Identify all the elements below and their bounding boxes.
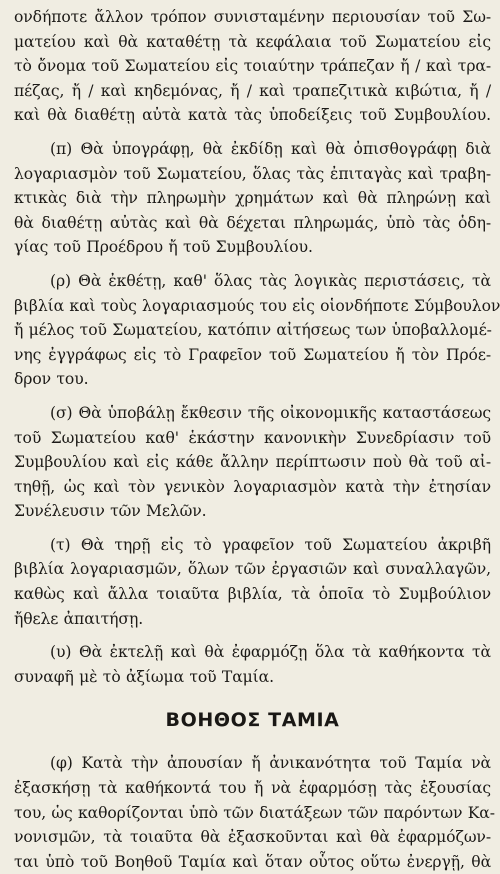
text-line: ἤ μέλος τοῦ Σωματείου, κατόπιν αἰτήσεως των ὑποβαλλομέ- <box>14 321 492 340</box>
text-line: καὶ θὰ διαθέτῃ αὐτὰ κατὰ τὰς ὑποδείξεις τοῦ Συμβουλίου. <box>14 106 491 125</box>
text-line: συναφῆ μὲ τὸ ἀξίωμα τοῦ Ταμία. <box>14 667 274 686</box>
text-line: (φ) Κατὰ τὴν ἀπουσίαν ἤ ἀνικανότητα τοῦ Ταμία νὰ <box>50 754 491 773</box>
paragraph-s <box>14 401 491 524</box>
text-line: (ρ) Θὰ ἐκθέτῃ, καθ' ὅλας τὰς λογικὰς περιστάσεις, τὰ <box>50 271 491 290</box>
paragraph-u <box>14 640 491 689</box>
text-line: κτικὰς διὰ τὴν πληρωμὴν χρημάτων καὶ θὰ πληρώνῃ καὶ <box>14 189 491 208</box>
text-line: θὰ διαθέτῃ αὐτὰς καὶ θὰ δέχεται πληρωμάς, ὑπὸ τὰς ὁδη- <box>14 213 491 232</box>
text-line: ται ὑπὸ τοῦ Βοηθοῦ Ταμία καὶ ὅταν οὗτος οὕτω ἐνεργῇ, θὰ <box>14 852 491 871</box>
text-line: βιβλία καὶ τοὺς λογαριασμούς του εἰς οἱονδήποτε Σύμβουλον <box>14 296 500 315</box>
text-line: (σ) Θὰ ὑποβάλῃ ἔκθεσιν τῆς οἰκονομικῆς καταστάσεως <box>50 403 491 422</box>
paragraph-r <box>14 269 500 392</box>
text-line: βιβλία λογαριασμῶν, ὅλων τῶν ἐργασιῶν καὶ συναλλαγῶν, <box>14 560 491 579</box>
paragraph-t <box>14 533 491 631</box>
text-line: νονισμῶν, τὰ τοιαῦτα θὰ ἐξασκοῦνται καὶ θὰ ἐφαρμόζων- <box>14 828 491 847</box>
text-line: του, ὡς καθορίζονται ὑπὸ τῶν διατάξεων τῶν παρόντων Κα- <box>14 803 495 822</box>
text-line: Συμβουλίου καὶ εἰς κάθε ἄλλην περίπτωσιν ποὺ θὰ τοῦ αἰ- <box>14 453 491 472</box>
text-line: Συνέλευσιν τῶν Μελῶν. <box>14 502 207 521</box>
text-line: λογαριασμὸν τοῦ Σωματείου, ὅλας τὰς ἐπιταγὰς καὶ τραβη- <box>14 164 491 183</box>
continuation-paragraph <box>14 5 491 128</box>
text-line: ἤθελε ἀπαιτήσῃ. <box>14 609 144 628</box>
text-line: (π) Θὰ ὑπογράφῃ, θὰ ἐκδίδῃ καὶ θὰ ὀπισθογράφῃ διὰ <box>50 139 491 158</box>
text-line: ονδήποτε ἄλλον τρόπον συνισταμένην περιουσίαν τοῦ Σω- <box>14 8 491 26</box>
paragraph-f <box>14 751 495 874</box>
text-line: καθὼς καὶ ἄλλα τοιαῦτα βιβλία, τὰ ὁποῖα τὸ Συμβούλιον <box>14 585 491 604</box>
text-line: τηθῇ, ὡς καὶ τὸν γενικὸν λογαριασμὸν κατὰ τὴν ἐτησίαν <box>14 477 491 496</box>
text-line: (υ) Θὰ ἐκτελῇ καὶ θὰ ἐφαρμόζῃ ὅλα τὰ καθήκοντα τὰ <box>50 643 491 662</box>
text-line: τὸ ὄνομα τοῦ Σωματείου εἰς τοιαύτην τράπεζαν ἤ / καὶ τρα- <box>14 57 491 76</box>
section-heading: ΒΟΗΘΟΣ ΤΑΜΙΑ <box>165 709 340 732</box>
text-line: (τ) Θὰ τηρῇ εἰς τὸ γραφεῖον τοῦ Σωματείου ἀκριβῆ <box>50 535 491 554</box>
text-line: γίας τοῦ Προέδρου ἤ τοῦ Συμβουλίου. <box>14 238 313 257</box>
text-line: δρον του. <box>14 370 89 389</box>
paragraph-p <box>14 137 491 260</box>
text-line: ματείου καὶ θὰ καταθέτῃ τὰ κεφάλαια τοῦ Σωματείου εἰς <box>14 32 491 51</box>
text-line: νης ἐγγράφως εἰς τὸ Γραφεῖον τοῦ Σωματείου ἤ τὸν Πρόε- <box>14 345 491 364</box>
text-line: ἐξασκήσῃ τὰ καθήκοντά του ἤ νὰ ἐφαρμόσῃ τὰς ἐξουσίας <box>14 779 491 798</box>
text-line: τοῦ Σωματείου καθ' ἑκάστην κανονικὴν Συνεδρίασιν τοῦ <box>14 428 491 447</box>
text-line: πέζας, ἤ / καὶ κηδεμόνας, ἤ / καὶ τραπεζιτικὰ κιβώτια, ἤ / <box>14 81 491 100</box>
